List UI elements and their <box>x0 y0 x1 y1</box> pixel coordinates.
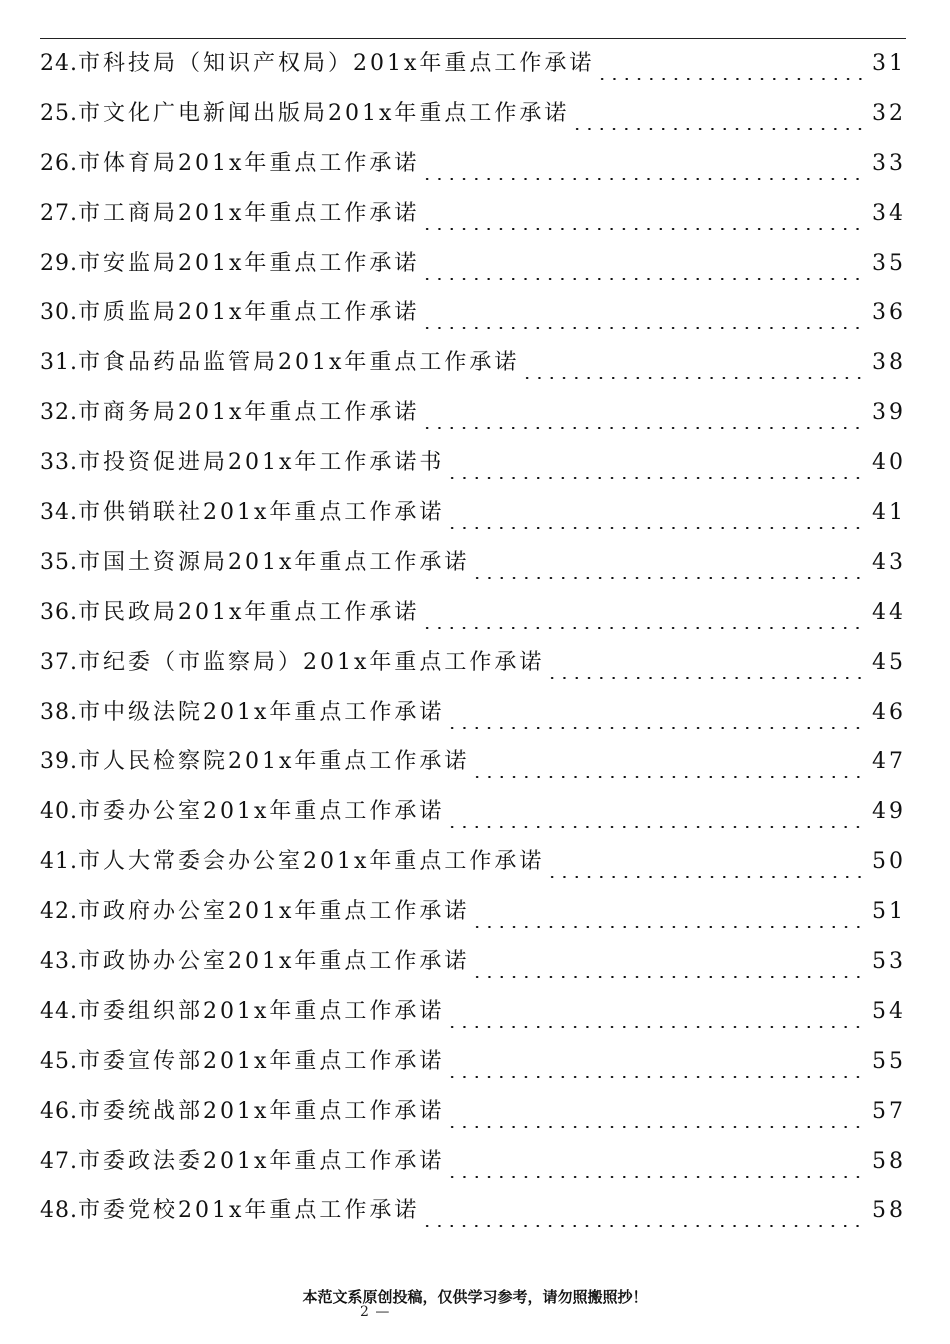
table-of-contents <box>40 46 906 1243</box>
toc-entry-number: 46. <box>40 1098 78 1124</box>
toc-entry-page: 53 <box>872 949 906 975</box>
toc-entry-title: 市委党校201x年重点工作承诺 <box>78 1198 420 1224</box>
toc-entry-page: 58 <box>872 1148 906 1174</box>
toc-entry[interactable] <box>40 445 906 495</box>
toc-entry[interactable] <box>40 744 906 794</box>
toc-entry[interactable] <box>40 295 906 345</box>
toc-entry[interactable] <box>40 196 906 246</box>
toc-entry[interactable] <box>40 1144 906 1194</box>
toc-entry-title: 市民政局201x年重点工作承诺 <box>78 599 420 625</box>
toc-entry-number: 32. <box>40 400 78 426</box>
toc-entry-page: 32 <box>872 100 906 126</box>
toc-entry[interactable] <box>40 1094 906 1144</box>
toc-entry-title: 市质监局201x年重点工作承诺 <box>78 300 420 326</box>
toc-entry-number: 35. <box>40 549 78 575</box>
dot-leader <box>421 178 868 180</box>
toc-entry-title: 市体育局201x年重点工作承诺 <box>78 150 420 176</box>
dot-leader <box>446 1076 868 1078</box>
toc-entry-page: 38 <box>872 350 906 376</box>
dot-leader <box>471 926 868 928</box>
toc-entry[interactable] <box>40 395 906 445</box>
toc-entry[interactable] <box>40 894 906 944</box>
toc-entry-title: 市委宣传部201x年重点工作承诺 <box>78 1048 445 1074</box>
toc-entry-title: 市委组织部201x年重点工作承诺 <box>78 998 445 1024</box>
footer-notice: 本范文系原创投稿，仅供学习参考，请勿照搬照抄！ <box>302 1288 648 1306</box>
toc-entry-title: 市投资促进局201x年工作承诺书 <box>78 450 445 476</box>
toc-entry[interactable] <box>40 794 906 844</box>
toc-entry[interactable] <box>40 844 906 894</box>
toc-entry-number: 41. <box>40 849 78 875</box>
toc-entry-page: 31 <box>872 51 906 76</box>
dot-leader <box>421 1225 868 1227</box>
toc-entry-page: 49 <box>872 799 906 825</box>
toc-entry-number: 36. <box>40 599 78 625</box>
toc-entry-page: 44 <box>872 599 906 625</box>
toc-entry-page: 55 <box>872 1048 906 1074</box>
dot-leader <box>521 377 868 379</box>
toc-entry-page: 41 <box>872 500 906 526</box>
dot-leader <box>446 477 868 479</box>
toc-entry[interactable] <box>40 46 906 96</box>
toc-entry-title: 市食品药品监管局201x年重点工作承诺 <box>78 350 520 376</box>
toc-entry-number: 27. <box>40 200 78 226</box>
toc-entry-page: 57 <box>872 1098 906 1124</box>
dot-leader <box>471 776 868 778</box>
toc-entry-number: 25. <box>40 100 78 126</box>
toc-entry-page: 33 <box>872 150 906 176</box>
toc-entry-title: 市委政法委201x年重点工作承诺 <box>78 1148 445 1174</box>
toc-entry-title: 市委统战部201x年重点工作承诺 <box>78 1098 445 1124</box>
dot-leader <box>421 278 868 280</box>
dot-leader <box>471 577 868 579</box>
toc-entry-page: 54 <box>872 998 906 1024</box>
toc-entry-page: 34 <box>872 200 906 226</box>
dot-leader <box>446 826 868 828</box>
toc-entry[interactable] <box>40 695 906 745</box>
toc-entry-number: 44. <box>40 998 78 1024</box>
toc-entry[interactable] <box>40 146 906 196</box>
toc-entry-page: 47 <box>872 749 906 775</box>
toc-entry-page: 35 <box>872 250 906 276</box>
toc-entry[interactable] <box>40 944 906 994</box>
toc-entry-page: 50 <box>872 849 906 875</box>
toc-entry[interactable] <box>40 595 906 645</box>
toc-entry-title: 市商务局201x年重点工作承诺 <box>78 400 420 426</box>
dot-leader <box>571 128 868 130</box>
toc-entry[interactable] <box>40 1193 906 1243</box>
dot-leader <box>471 976 868 978</box>
dot-leader <box>446 1126 868 1128</box>
toc-entry-title: 市中级法院201x年重点工作承诺 <box>78 699 445 725</box>
dot-leader <box>446 727 868 729</box>
toc-entry-title: 市科技局（知识产权局）201x年重点工作承诺 <box>78 51 595 76</box>
dot-leader <box>421 228 868 230</box>
toc-entry-number: 45. <box>40 1048 78 1074</box>
toc-entry-number: 47. <box>40 1148 78 1174</box>
toc-entry-number: 31. <box>40 350 78 376</box>
dot-leader <box>546 876 868 878</box>
toc-entry[interactable] <box>40 495 906 545</box>
toc-entry-title: 市工商局201x年重点工作承诺 <box>78 200 420 226</box>
toc-entry-page: 40 <box>872 450 906 476</box>
toc-entry-number: 37. <box>40 649 78 675</box>
dot-leader <box>546 677 868 679</box>
toc-entry[interactable] <box>40 1044 906 1094</box>
dot-leader <box>421 327 868 329</box>
toc-entry-page: 46 <box>872 699 906 725</box>
toc-entry-title: 市安监局201x年重点工作承诺 <box>78 250 420 276</box>
dot-leader <box>446 527 868 529</box>
toc-entry-number: 33. <box>40 450 78 476</box>
toc-entry-page: 36 <box>872 300 906 326</box>
toc-entry-number: 42. <box>40 899 78 925</box>
toc-entry-title: 市供销联社201x年重点工作承诺 <box>78 500 445 526</box>
toc-entry-number: 38. <box>40 699 78 725</box>
toc-entry-number: 24. <box>40 51 78 76</box>
toc-entry-title: 市国土资源局201x年重点工作承诺 <box>78 549 470 575</box>
toc-entry-page: 51 <box>872 899 906 925</box>
toc-entry-number: 30. <box>40 300 78 326</box>
toc-entry-title: 市人大常委会办公室201x年重点工作承诺 <box>78 849 545 875</box>
toc-entry-page: 39 <box>872 400 906 426</box>
toc-entry-number: 43. <box>40 949 78 975</box>
toc-entry[interactable] <box>40 994 906 1044</box>
toc-entry-page: 45 <box>872 649 906 675</box>
dot-leader <box>421 427 868 429</box>
page-number: 2 — <box>360 1304 391 1320</box>
dot-leader <box>446 1176 868 1178</box>
dot-leader <box>421 627 868 629</box>
toc-entry[interactable] <box>40 545 906 595</box>
toc-entry[interactable] <box>40 246 906 296</box>
toc-entry[interactable] <box>40 645 906 695</box>
toc-entry-page: 58 <box>872 1198 906 1224</box>
toc-entry-page: 43 <box>872 549 906 575</box>
toc-entry-number: 34. <box>40 500 78 526</box>
toc-entry-title: 市纪委（市监察局）201x年重点工作承诺 <box>78 649 545 675</box>
toc-entry-title: 市文化广电新闻出版局201x年重点工作承诺 <box>78 100 570 126</box>
toc-entry-number: 40. <box>40 799 78 825</box>
toc-entry-number: 29. <box>40 250 78 276</box>
dot-leader <box>446 1026 868 1028</box>
toc-entry-title: 市人民检察院201x年重点工作承诺 <box>78 749 470 775</box>
toc-entry-title: 市政协办公室201x年重点工作承诺 <box>78 949 470 975</box>
toc-entry-number: 26. <box>40 150 78 176</box>
dot-leader <box>596 78 868 80</box>
toc-entry[interactable] <box>40 96 906 146</box>
header-rule <box>40 38 906 39</box>
toc-entry-number: 48. <box>40 1198 78 1224</box>
toc-entry-number: 39. <box>40 749 78 775</box>
toc-entry-title: 市政府办公室201x年重点工作承诺 <box>78 899 470 925</box>
toc-entry[interactable] <box>40 345 906 395</box>
toc-entry-title: 市委办公室201x年重点工作承诺 <box>78 799 445 825</box>
